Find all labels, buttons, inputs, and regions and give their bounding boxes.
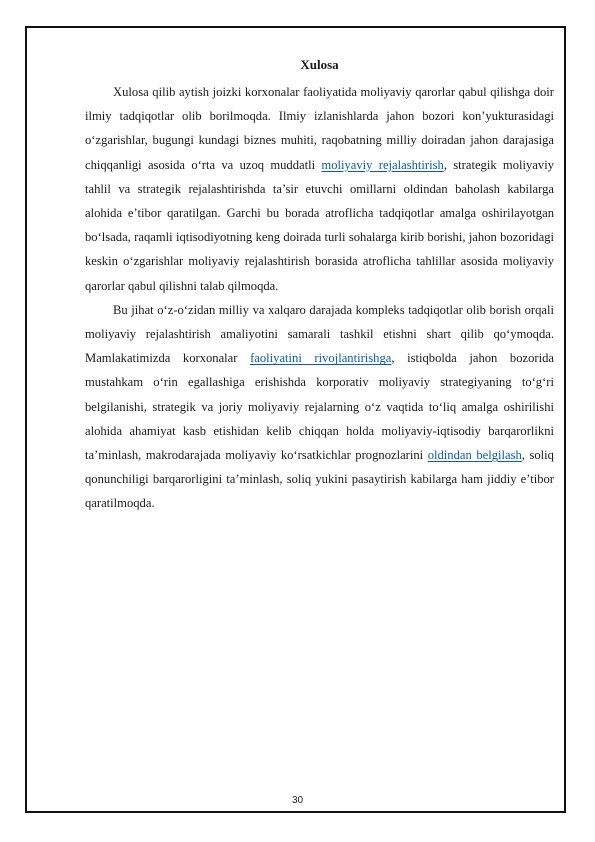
page-number: 30 [291,795,304,806]
page-title: Xulosa [300,57,339,72]
paragraph-2 [85,298,554,516]
link-oldindan-belgilash[interactable]: oldindan belgilash [427,448,522,463]
paragraph-2-text-c: , soliq qonunchiligi barqarorligini ta’minlash, soliq yukini pasaytirish kabilarga ham jiddiy e’tibor qaratilmoqda. [85,448,554,511]
document-body [85,56,554,516]
paragraph-2-text-b: , istiqbolda jahon bozorida mustahkam o‘rin egallashiga erishishda korporativ moliyaviy strategiyaning to‘g‘ri belgilanishi, strategik va joriy moliyaviy rejalarning o‘z vaqtida to‘liq amalga oshirilishi alohida ahamiyat kasb etishidan kelib chiqqan holda moliyaviy-iqtisodiy barqarorlikni ta’minlash, makrodarajada moliyaviy ko‘rsatkichlar prognozlarini [85,351,554,463]
paragraph-1 [85,80,554,298]
link-faoliyatini-rivojlantirishga[interactable]: faoliyatini rivojlantirishga [250,351,392,366]
paragraph-1-text-b: , strategik moliyaviy tahlil va strategik rejalashtirishda ta’sir etuvchi omillarni oldindan baholash kabilarga alohida e’tibor qaratilgan. Garchi bu borada atroflicha tadqiqotlar amalga oshirilayotgan bo‘lsada, raqamli iqtisodiyotning keng doirada turli sohalarga kirib borishi, jahon bozoridagi keskin o‘zgarishlar moliyaviy rejalashtirish borasida atroflicha tahlillar asosida moliyaviy qarorlar qabul qilishni talab qilmoqda. [85,157,554,293]
link-moliyaviy-rejalashtirish[interactable]: moliyaviy rejalashtirish [321,157,444,172]
paragraph-2-text-a: Bu jihat o‘z-o‘zidan milliy va xalqaro darajada kompleks tadqiqotlar olib borish orqali moliyaviy rejalashtirish amaliyotini samarali tashkil etishni shart qilib qo‘ymoqda. Mamlakatimizda korxonalar [85,302,554,366]
paragraph-1-text-a: Xulosa qilib aytish joizki korxonalar faoliyatida moliyaviy qarorlar qabul qilishga doir ilmiy tadqiqotlar olib borilmoqda. Ilmiy izlanishlarda jahon bozori kon’yukturasidagi o‘zgarishlar, bugungi kundagi biznes muhiti, raqobatning milliy doiradan jahon darajasiga chiqqanligi asosida o‘rta va uzoq muddatli [85,85,554,172]
